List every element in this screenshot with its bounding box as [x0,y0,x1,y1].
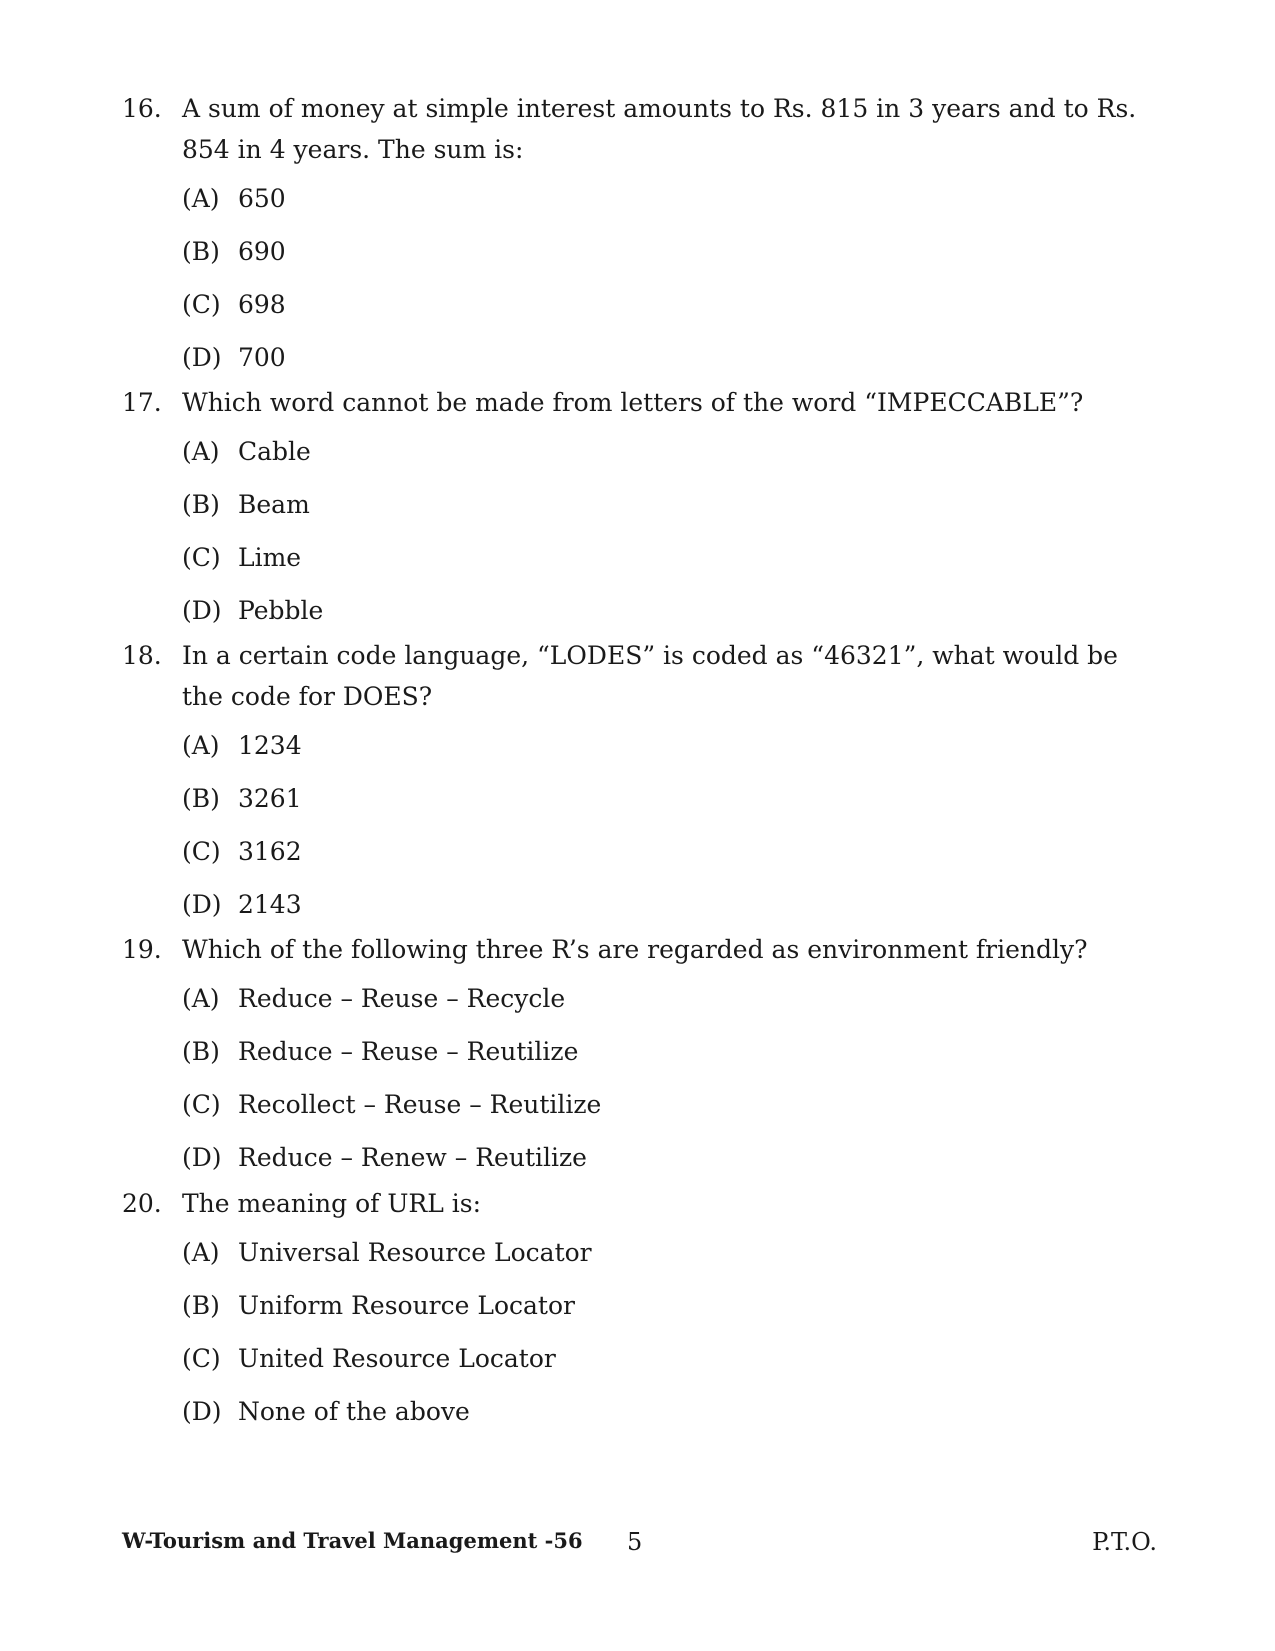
option-text: Lime [238,543,302,572]
option-letter: (B) [182,490,220,519]
option-c [182,831,1162,884]
page-number: 5 [627,1528,643,1556]
option-c [182,537,1162,590]
option-text: Pebble [238,596,324,625]
option-b [182,1285,1162,1338]
question-stem [122,1183,1162,1224]
question-text: A sum of money at simple interest amounts to Rs. 815 in 3 years and to Rs. 854 in 4 years. The sum is: [182,94,1137,164]
option-a [182,1232,1162,1285]
option-text: Universal Resource Locator [238,1238,592,1267]
option-list [182,431,1162,643]
question-number: 16. [122,94,162,123]
option-list [182,1232,1162,1444]
question-18 [122,635,1162,937]
option-letter: (B) [182,237,220,266]
option-text: 1234 [238,731,302,760]
option-letter: (C) [182,1090,221,1119]
option-text: Reduce – Reuse – Recycle [238,984,566,1013]
option-letter: (D) [182,596,222,625]
option-text: 3162 [238,837,302,866]
question-number: 18. [122,641,162,670]
option-a [182,178,1162,231]
question-number: 19. [122,935,162,964]
option-letter: (C) [182,1344,221,1373]
option-c [182,1338,1162,1391]
option-letter: (C) [182,290,221,319]
question-17 [122,382,1162,643]
option-text: 3261 [238,784,302,813]
option-c [182,1084,1162,1137]
question-stem [122,929,1162,970]
option-b [182,231,1162,284]
question-text: Which word cannot be made from letters of the word “IMPECCABLE”? [182,388,1084,417]
question-text: In a certain code language, “LODES” is coded as “46321”, what would be the code for DOES? [182,641,1118,711]
question-stem [122,382,1162,423]
option-text: 700 [238,343,286,372]
option-text: Recollect – Reuse – Reutilize [238,1090,602,1119]
question-number: 20. [122,1189,162,1218]
option-a [182,431,1162,484]
question-stem [122,635,1162,717]
option-text: Uniform Resource Locator [238,1291,575,1320]
option-letter: (A) [182,984,220,1013]
option-letter: (B) [182,1291,220,1320]
option-b [182,484,1162,537]
option-letter: (B) [182,1037,220,1066]
page-footer [122,1528,1157,1562]
question-20 [122,1183,1162,1444]
option-letter: (C) [182,837,221,866]
option-text: 690 [238,237,286,266]
option-text: Reduce – Reuse – Reutilize [238,1037,579,1066]
option-text: 2143 [238,890,302,919]
option-letter: (C) [182,543,221,572]
option-letter: (D) [182,1397,222,1426]
option-a [182,978,1162,1031]
option-c [182,284,1162,337]
question-text: Which of the following three R’s are regarded as environment friendly? [182,935,1088,964]
option-d [182,1391,1162,1444]
option-letter: (A) [182,1238,220,1267]
question-text: The meaning of URL is: [182,1189,482,1218]
option-letter: (A) [182,437,220,466]
option-letter: (D) [182,1143,222,1172]
option-text: 698 [238,290,286,319]
question-16 [122,88,1162,390]
option-text: None of the above [238,1397,470,1426]
option-list [182,178,1162,390]
option-letter: (D) [182,890,222,919]
option-a [182,725,1162,778]
option-list [182,978,1162,1190]
pto-label: P.T.O. [1092,1528,1157,1556]
option-text: Reduce – Renew – Reutilize [238,1143,587,1172]
option-list [182,725,1162,937]
option-text: Beam [238,490,310,519]
subject-code: W-Tourism and Travel Management -56 [122,1528,583,1553]
option-text: United Resource Locator [238,1344,556,1373]
option-letter: (D) [182,343,222,372]
question-number: 17. [122,388,162,417]
question-stem [122,88,1162,170]
question-19 [122,929,1162,1190]
option-text: Cable [238,437,311,466]
option-letter: (A) [182,184,220,213]
option-b [182,778,1162,831]
option-letter: (A) [182,731,220,760]
option-b [182,1031,1162,1084]
option-letter: (B) [182,784,220,813]
option-text: 650 [238,184,286,213]
